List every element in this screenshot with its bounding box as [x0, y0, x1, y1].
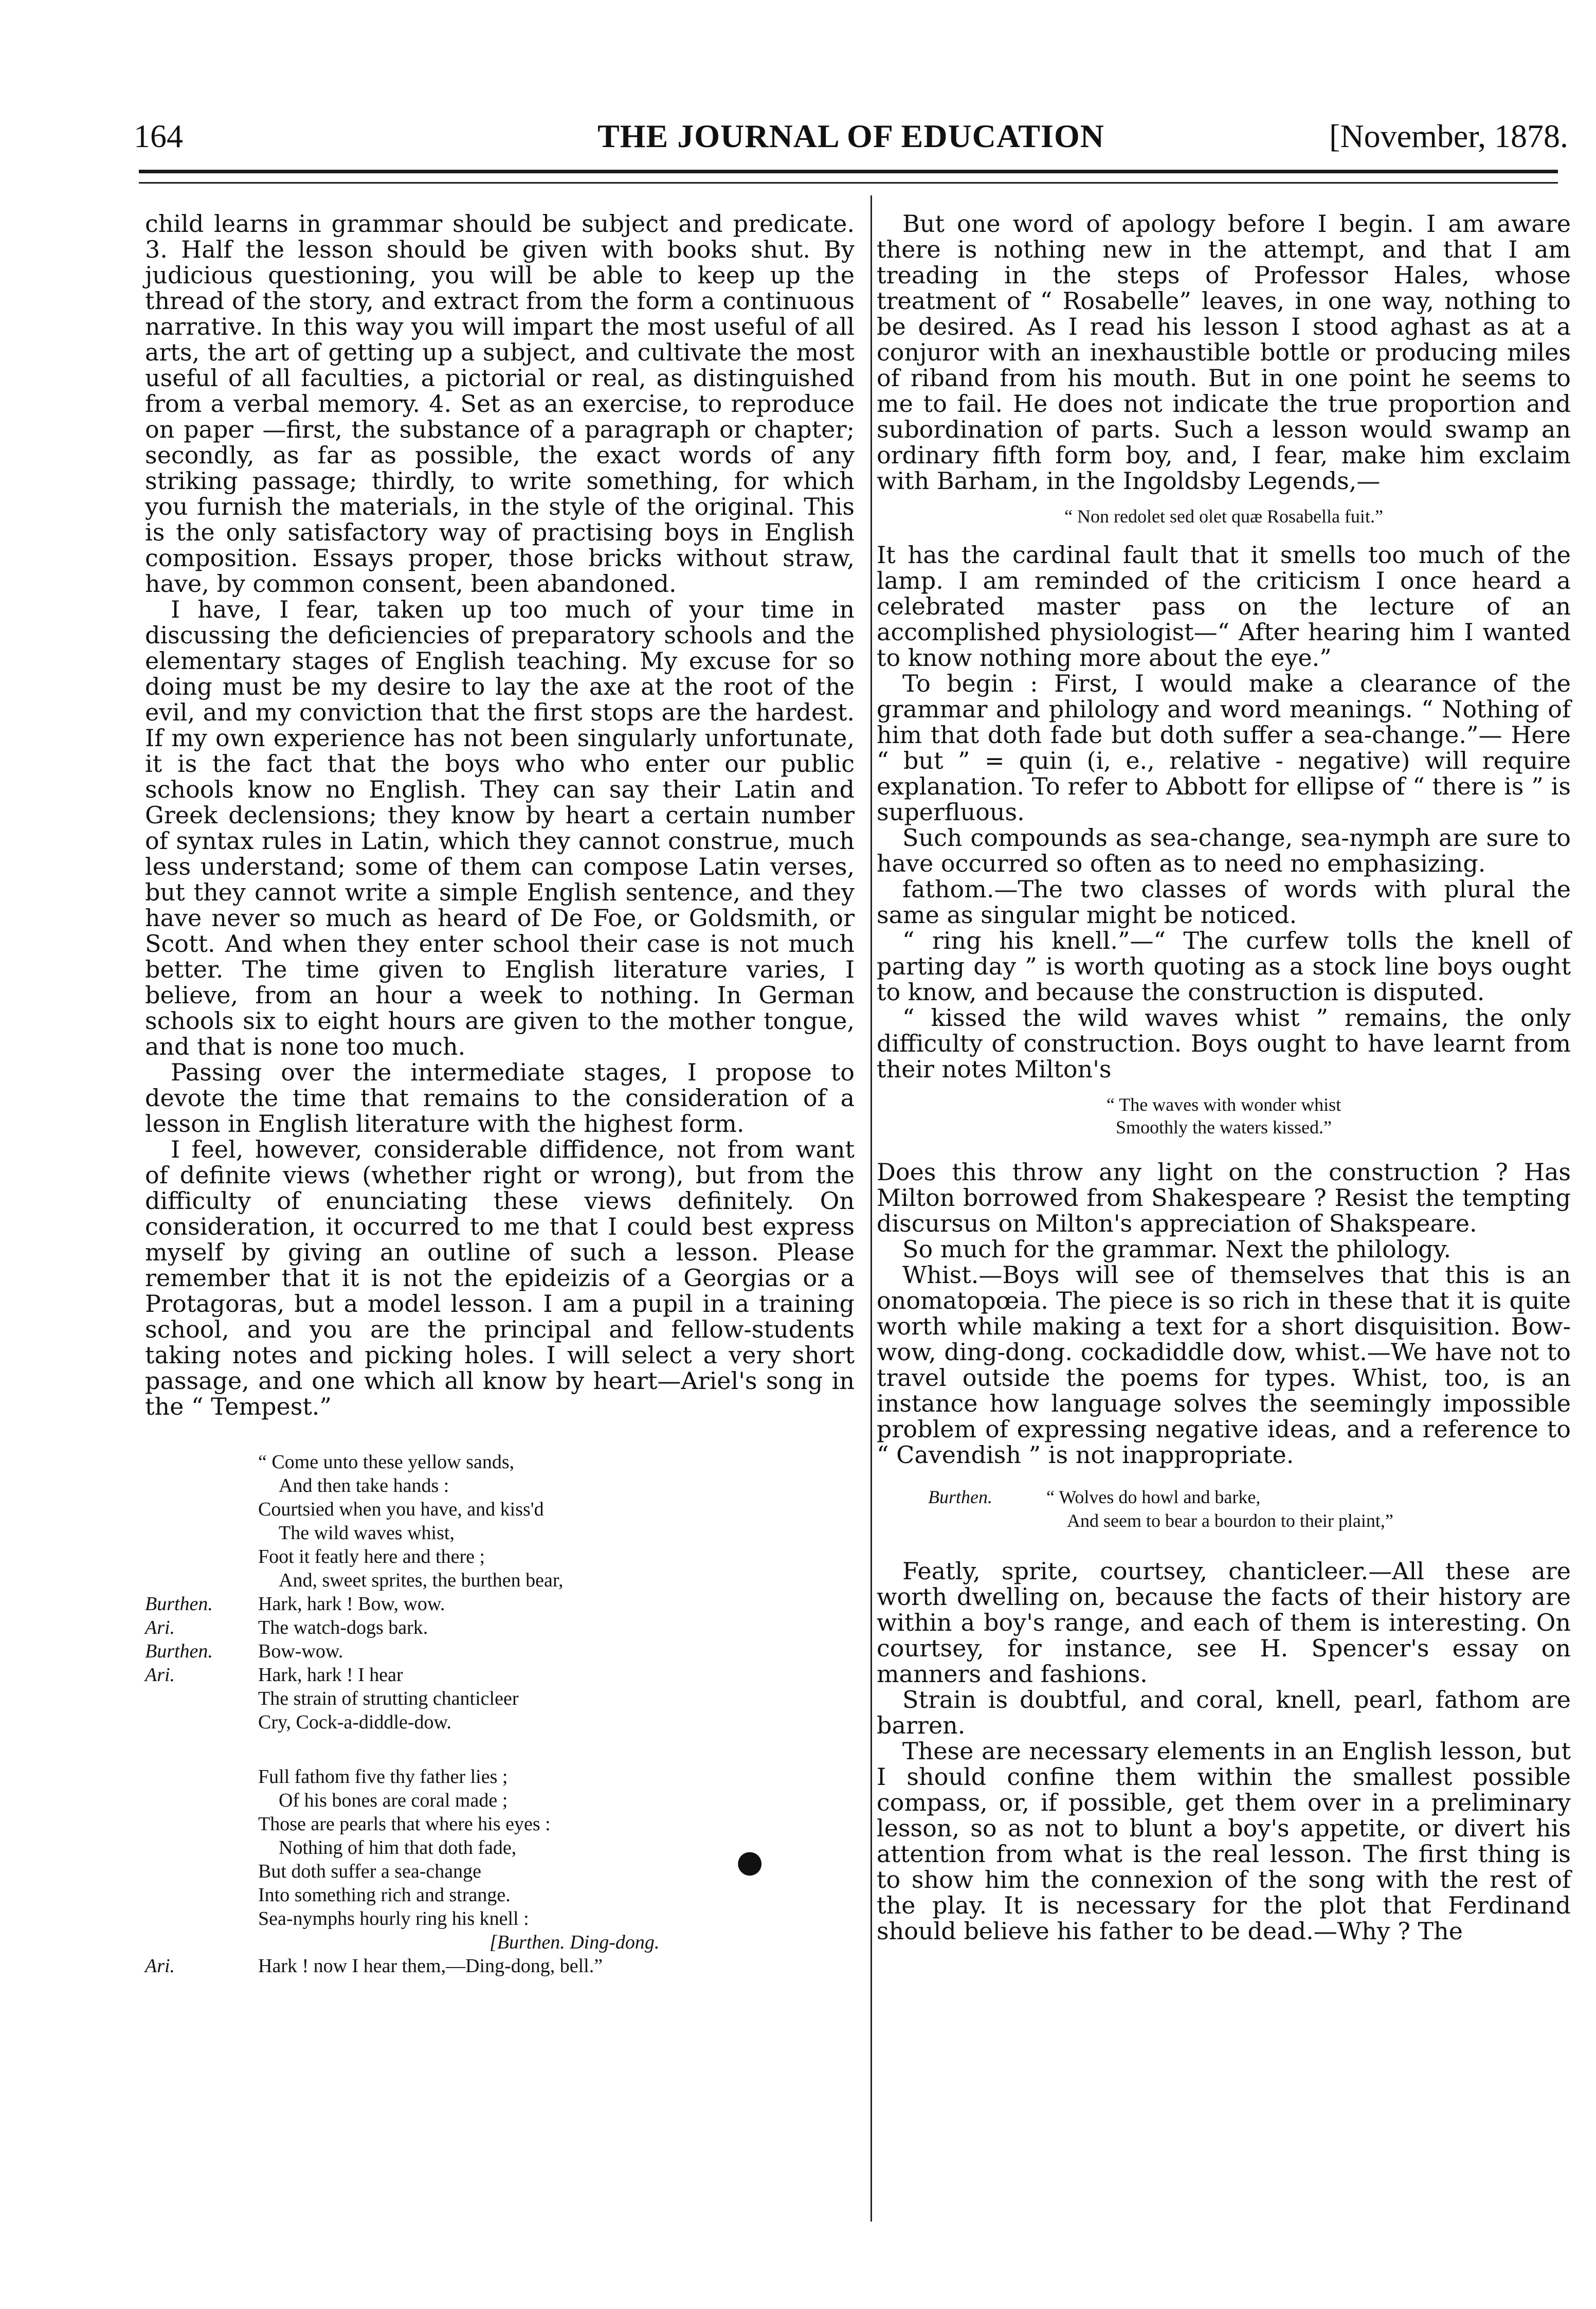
- journal-title: THE JOURNAL OF EDUCATION: [597, 118, 1104, 154]
- verse-line: Sea-nymphs hourly ring his knell :: [258, 1908, 529, 1929]
- issue-date: [November, 1878.: [1329, 118, 1568, 154]
- verse-row: [145, 1639, 855, 1663]
- verse-line: But doth suffer a sea-change: [258, 1861, 482, 1882]
- verse-line: And then take hands :: [279, 1475, 449, 1496]
- speaker-label: Burthen.: [145, 1640, 213, 1662]
- left-column: [145, 211, 855, 1978]
- paragraph: Whist.—Boys will see of themselves that this is an onomatopœia. The piece is so rich in these that it is quite worth while making a text for a short disquisition. Bow-wow, ding-dong. cockadiddle dow, whist.—We have not to travel outside the poems for types. Whist, too, is an instance how language solves the seemingly impossible problem of expressing negative ideas, and a reference to “ Cavendish ” is not inappropriate.: [877, 1261, 1571, 1469]
- verse-line: The wild waves whist,: [279, 1522, 455, 1544]
- right-column: [877, 211, 1571, 1944]
- verse-row: [145, 1687, 855, 1710]
- verse-row: [145, 1663, 855, 1687]
- verse-row: [145, 1765, 855, 1789]
- paragraph: To begin : First, I would make a clearance of the grammar and philology and word meanings. “ Nothing of him that doth fade but doth suffer a sea-change.”— Here “ but ” = quin (i, e., relative - negative) will require explanation. To refer to Abbott for ellipse of “ there is ” is superfluous.: [877, 670, 1571, 826]
- verse-row: [145, 1568, 855, 1592]
- header-rule-thick: [139, 170, 1558, 173]
- burthen-direction: [Burthen. Ding-dong.: [489, 1932, 660, 1953]
- verse-line: Of his bones are coral made ;: [279, 1790, 508, 1811]
- verse-line: Full fathom five thy father lies ;: [258, 1766, 508, 1788]
- verse-line: Bow-wow.: [258, 1640, 343, 1662]
- speaker-label: Burthen.: [145, 1593, 213, 1615]
- paragraph: Strain is doubtful, and coral, knell, pearl, fathom are barren.: [877, 1686, 1571, 1739]
- speaker-label: Burthen.: [928, 1487, 992, 1507]
- verse-row: [145, 1907, 855, 1931]
- verse-line: The watch-dogs bark.: [258, 1617, 428, 1638]
- header-rule-thin: [139, 182, 1558, 184]
- paragraph: I feel, however, considerable diffidence, not from want of definite views (whether right or wrong), but from the difficulty of enunciating these views definitely. On consideration, it occurred to me that I could best express myself by giving an outline of such a lesson. Please remember that it is not the epideizis of a Georgias or a Protagoras, but a model lesson. I am a pupil in a training school, and you are the principal and fellow-students taking notes and picking holes. I will select a very short passage, and one which all know by heart—Ariel's song in the “ Tempest.”: [145, 1135, 855, 1420]
- paragraph: child learns in grammar should be subject and predicate. 3. Half the lesson should be given with books shut. By judicious questioning, you will be able to keep up the thread of the story, and extract from the form a continuous narrative. In this way you will impart the most useful of all arts, the art of getting up a subject, and cultivate the most useful of all faculties, a pictorial or real, as distinguished from a verbal memory. 4. Set as an exercise, to reproduce on paper —first, the substance of a paragraph or chapter; secondly, as far as possible, the exact words of any striking passage; thirdly, to write something, for which you furnish the materials, in the style of the original. This is the only satisfactory way of practising boys in English composition. Essays proper, those bricks without straw, have, by common consent, been abandoned.: [145, 210, 855, 598]
- verse-row: [145, 1592, 855, 1616]
- verse-line: “ Come unto these yellow sands,: [258, 1451, 515, 1473]
- paragraph: Featly, sprite, courtsey, chanticleer.—All these are worth dwelling on, because the facts of their history are within a boy's range, and each of them is interesting. On courtsey, for instance, see H. Spencer's essay on manners and fashions.: [877, 1557, 1571, 1688]
- ariel-song-ending: [145, 1931, 855, 1978]
- speaker-label: Ari.: [145, 1955, 175, 1977]
- verse-row: [145, 1545, 855, 1568]
- page-number: 164: [134, 118, 183, 154]
- verse-line: Courtsied when you have, and kiss'd: [258, 1499, 544, 1520]
- verse-row: [145, 1474, 855, 1498]
- paragraph: It has the cardinal fault that it smells too much of the lamp. I am reminded of the criticism I once heard a celebrated master pass on the lecture of an accomplished physiologist—“ After hearing him I wanted to know nothing more about the eye.”: [877, 541, 1571, 672]
- speaker-label: Ari.: [145, 1664, 175, 1686]
- column-divider: [870, 195, 872, 2222]
- verse-line: Foot it featly here and there ;: [258, 1546, 485, 1567]
- paragraph: Such compounds as sea-change, sea-nymph are sure to have occurred so often as to need no emphasizing.: [877, 824, 1571, 877]
- verse-line: Hark, hark ! I hear: [258, 1664, 403, 1686]
- speaker-label: Ari.: [145, 1617, 175, 1638]
- verse-row: [145, 1450, 855, 1474]
- page-header: [134, 117, 1568, 164]
- verse-line: And, sweet sprites, the burthen bear,: [279, 1570, 564, 1591]
- verse-line: Into something rich and strange.: [258, 1884, 511, 1906]
- paragraph: These are necessary elements in an English lesson, but I should confine them within the smallest possible compass, or, if possible, get them over in a preliminary lesson, so as not to blunt a boy's appetite, or divert his attention from what is the real lesson. The first thing is to show him the connexion of the song with the rest of the play. It is necessary for the plot that Ferdinand should believe his father to be dead.—Why ? The: [877, 1737, 1571, 1945]
- paragraph: I have, I fear, taken up too much of your time in discussing the deficiencies of preparatory schools and the elementary stages of English teaching. My excuse for so doing must be my desire to lay the axe at the root of the evil, and my conviction that the first stops are the hardest. If my own experience has not been singularly unfortunate, it is the fact that the boys who who enter our public schools know no English. They can say their Latin and Greek declensions; they know by heart a certain number of syntax rules in Latin, which they cannot construe, much less understand; some of them can compose Latin verses, but they cannot write a simple English sentence, and they have never so much as heard of De Foe, or Goldsmith, or Scott. And when they enter school their case is not much better. The time given to English literature varies, I believe, from an hour a week to nothing. In German schools six to eight hours are given to the mother tongue, and that is none too much.: [145, 596, 855, 1060]
- paragraph: So much for the grammar. Next the philology.: [902, 1235, 1452, 1263]
- verse-row: [145, 1812, 855, 1836]
- paragraph: “ kissed the wild waves whist ” remains, the only difficulty of construction. Boys ought to have learnt from their notes Milton's: [877, 1004, 1571, 1083]
- bullet-mark: ●: [736, 1844, 764, 1880]
- verse-line: The strain of strutting chanticleer: [258, 1688, 519, 1709]
- verse-line: Hark ! now I hear them,—Ding-dong, bell.”: [258, 1955, 603, 1977]
- verse-row: [145, 1789, 855, 1812]
- paragraph: Does this throw any light on the construction ? Has Milton borrowed from Shakespeare ? Resist the tempting discursus on Milton's appreciation of Shakspeare.: [877, 1158, 1571, 1237]
- verse-row: [145, 1710, 855, 1734]
- verse-row: [145, 1498, 855, 1521]
- verse-row: [145, 1616, 855, 1639]
- verse-line: Hark, hark ! Bow, wow.: [258, 1593, 445, 1615]
- paragraph: Passing over the intermediate stages, I propose to devote the time that remains to the consideration of a lesson in English literature with the highest form.: [145, 1058, 855, 1138]
- milton-quote: [877, 1093, 1571, 1139]
- verse-row: [145, 1521, 855, 1545]
- paragraph: But one word of apology before I begin. I am aware there is nothing new in the attempt, and that I am treading in the steps of Professor Hales, whose treatment of “ Rosabelle” leaves, in one way, nothing to be desired. As I read his lesson I stood aghast as at a conjuror with an inexhaustible bottle or producing miles of riband from his mouth. But in one point he seems to me to fail. He does not indicate the true proportion and subordination of parts. Such a lesson would swamp an ordinary fifth form boy, and, I fear, make him exclaim with Barham, in the Ingoldsby Legends,—: [877, 210, 1571, 495]
- latin-quote: “ Non redolet sed olet quæ Rosabella fuit.”: [1064, 506, 1383, 527]
- verse-line: Those are pearls that where his eyes :: [258, 1813, 551, 1835]
- quote-line: And seem to bear a bourdon to their plaint,”: [1067, 1510, 1393, 1531]
- verse-row: [145, 1883, 855, 1907]
- quote-line: Smoothly the waters kissed.”: [1116, 1117, 1332, 1138]
- verse-line: Cry, Cock-a-diddle-dow.: [258, 1711, 452, 1733]
- quote-line: “ The waves with wonder whist: [1106, 1094, 1341, 1115]
- paragraph: fathom.—The two classes of words with plural the same as singular might be noticed.: [877, 875, 1571, 929]
- quote-line: “ Wolves do howl and barke,: [1046, 1487, 1261, 1507]
- paragraph: “ ring his knell.”—“ The curfew tolls the knell of parting day ” is worth quoting as a stock line boys ought to know, and because the construction is disputed.: [877, 927, 1571, 1006]
- burthen-quote: [877, 1485, 1571, 1532]
- verse-line: Nothing of him that doth fade,: [279, 1837, 517, 1859]
- ariel-song-part-1: [145, 1450, 855, 1734]
